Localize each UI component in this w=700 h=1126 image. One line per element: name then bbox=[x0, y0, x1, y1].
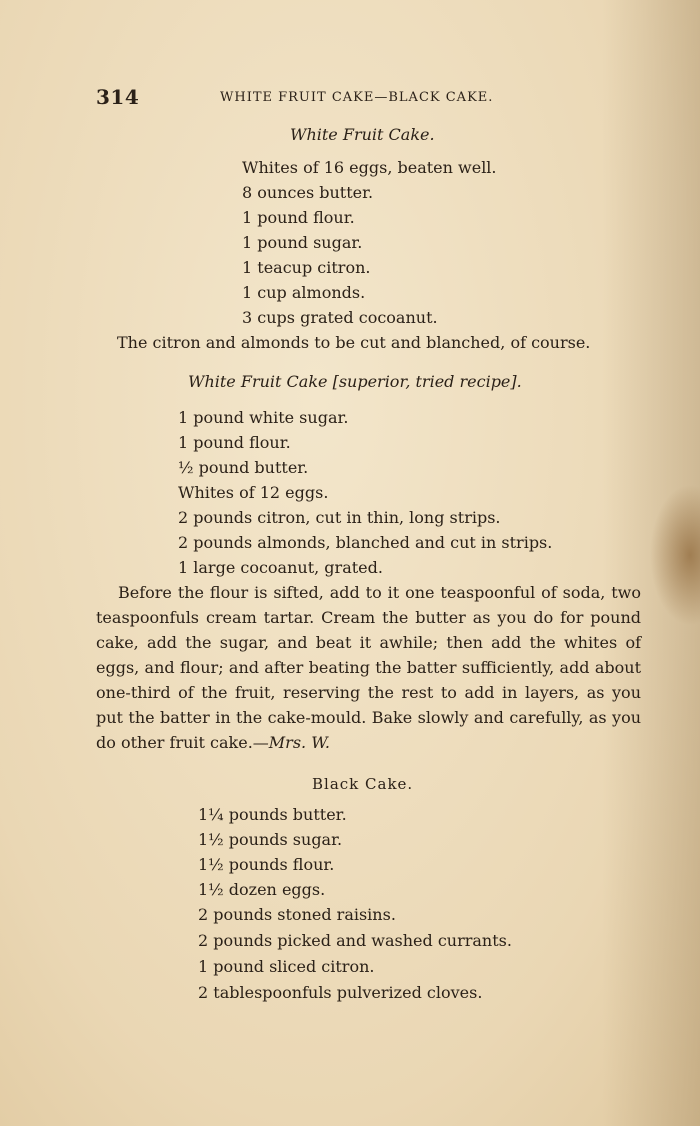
recipe-note: The citron and almonds to be cut and blanched, of course. bbox=[117, 333, 591, 352]
ingredient-line: 2 pounds citron, cut in thin, long strips. bbox=[178, 508, 501, 527]
ingredient-line: 1 cup almonds. bbox=[242, 283, 366, 302]
ingredient-line: 2 tablespoonfuls pulverized cloves. bbox=[198, 983, 483, 1002]
ingredient-line: 3 cups grated cocoanut. bbox=[242, 308, 438, 327]
ingredient-line: 1½ pounds sugar. bbox=[198, 830, 343, 849]
ingredient-line: Whites of 16 eggs, beaten well. bbox=[242, 158, 497, 177]
ingredient-line: 1 pound sliced citron. bbox=[198, 957, 375, 976]
recipe-directions bbox=[96, 580, 641, 755]
recipe-title-black-cake: Black Cake. bbox=[312, 775, 414, 793]
ingredient-line: 1¼ pounds butter. bbox=[198, 805, 347, 824]
ingredient-line: 1 pound sugar. bbox=[242, 233, 363, 252]
ingredient-line: 1 pound flour. bbox=[178, 433, 291, 452]
ingredient-line: 1 pound flour. bbox=[242, 208, 355, 227]
page-number: 314 bbox=[96, 85, 140, 109]
ingredient-line: ½ pound butter. bbox=[178, 458, 309, 477]
recipe-attribution: —Mrs. W. bbox=[252, 733, 330, 752]
ingredient-line: 2 pounds stoned raisins. bbox=[198, 905, 396, 924]
running-head: WHITE FRUIT CAKE—BLACK CAKE. bbox=[220, 90, 494, 105]
page-header bbox=[96, 85, 536, 109]
ingredient-line: 1 large cocoanut, grated. bbox=[178, 558, 383, 577]
ingredient-line: 1 pound white sugar. bbox=[178, 408, 349, 427]
recipe-title-white-fruit-cake: White Fruit Cake. bbox=[290, 125, 435, 144]
ingredient-line: Whites of 12 eggs. bbox=[178, 483, 329, 502]
ingredient-line: 1½ dozen eggs. bbox=[198, 880, 326, 899]
recipe-title-white-fruit-cake-superior: White Fruit Cake [superior, tried recipe]. bbox=[188, 372, 522, 391]
ingredient-line: 1 teacup citron. bbox=[242, 258, 371, 277]
ingredient-line: 2 pounds almonds, blanched and cut in strips. bbox=[178, 533, 553, 552]
ingredient-line: 1½ pounds flour. bbox=[198, 855, 335, 874]
ingredient-line: 8 ounces butter. bbox=[242, 183, 374, 202]
directions-text: Before the flour is sifted, add to it one teaspoonful of soda, two teaspoonfuls cream tartar. Cream the butter as you do for pound cake, add the sugar, and beat it awhile; then add the whites of eggs, and flour; and after beating the batter sufficiently, add about one-third of the fruit, reserving the rest to add in layers, as you put the batter in the cake-mould. Bake slowly and carefully, as you do other fruit cake. bbox=[96, 583, 641, 752]
ingredient-line: 2 pounds picked and washed currants. bbox=[198, 931, 512, 950]
